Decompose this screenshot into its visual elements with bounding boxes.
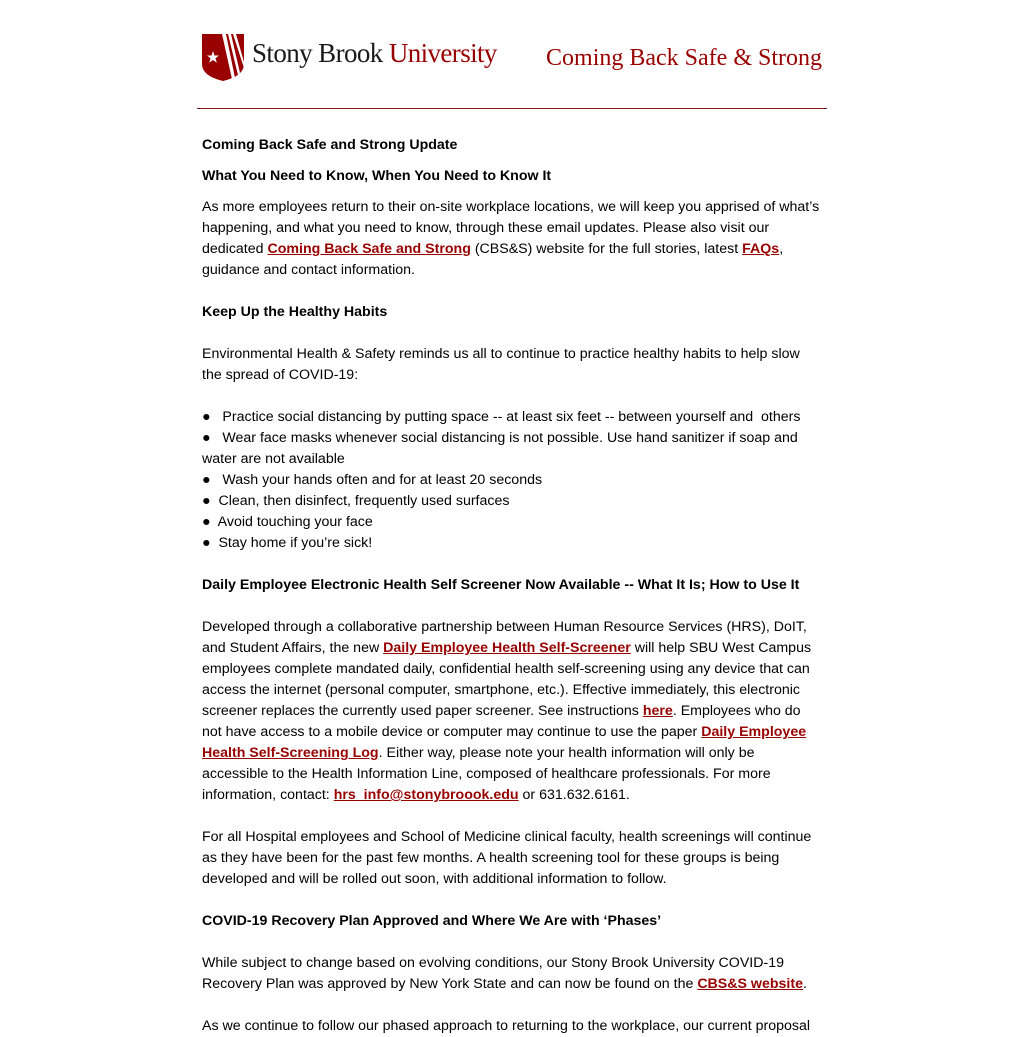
recovery-paragraph [202, 953, 822, 995]
screener-paragraph [202, 617, 822, 806]
campaign-title: Coming Back Safe & Strong [546, 45, 822, 71]
list-item: ● Wash your hands often and for at least 20 seconds [202, 472, 543, 488]
email-body [197, 0, 827, 1037]
habits-list [202, 407, 822, 554]
intro-text-3: , guidance and contact information. [202, 241, 784, 278]
phases-paragraph: As we continue to follow our phased approach to returning to the workplace, our current proposal [202, 1018, 811, 1034]
intro-paragraph [202, 197, 822, 281]
list-item: ● Wear face masks whenever social distancing is not possible. Use hand sanitizer if soap and water are not available [202, 430, 802, 467]
logo-name-part1: Stony Brook [252, 37, 383, 68]
cbss-website-link[interactable]: Coming Back Safe and Strong [267, 241, 471, 257]
recovery-text-2: . [802, 976, 807, 992]
self-screener-link[interactable]: Daily Employee Health Self-Screener [383, 640, 631, 656]
cbss-website-link-2[interactable]: CBS&S website [697, 976, 803, 992]
list-item: ● Practice social distancing by putting space -- at least six feet -- between yourself and others [202, 409, 801, 425]
faqs-link[interactable]: FAQs [742, 241, 780, 257]
screener-text-1: Developed through a collaborative partnership between Human Resource Services (HRS), DoIT, and Student Affairs, the new [202, 619, 807, 656]
email-header [197, 0, 827, 109]
logo-name-part2: University [388, 37, 497, 68]
screening-log-link[interactable]: Daily Employee Health Self-Screening Log [202, 724, 807, 761]
logo-wordmark [252, 37, 497, 68]
page-title: Coming Back Safe and Strong Update [202, 137, 458, 153]
list-item: ● Avoid touching your face [202, 514, 373, 530]
screener-text-2: will help SBU West Campus employees complete mandated daily, confidential health self-screening using any device that can access the internet (personal computer, smartphone, etc.). Effective immediately, this electronic screener replaces the currently used paper screener. See instructions [202, 640, 812, 719]
screener-text-5: or 631.632.6161. [518, 787, 630, 803]
screener-text-3: . Employees who do not have access to a mobile device or computer may continue to use the paper [202, 703, 801, 740]
shield-icon [202, 32, 244, 82]
habits-heading: Keep Up the Healthy Habits [202, 304, 388, 320]
habits-intro: Environmental Health & Safety reminds us all to continue to practice healthy habits to help slow the spread of COVID-19: [202, 346, 800, 383]
list-item: ● Stay home if you’re sick! [202, 535, 373, 551]
recovery-heading: COVID-19 Recovery Plan Approved and Where We Are with ‘Phases’ [202, 913, 662, 929]
intro-text-1: As more employees return to their on-site workplace locations, we will keep you apprised of what’s happening, and what you need to know, through these email updates. Please also visit our dedicated [202, 199, 820, 257]
subtitle: What You Need to Know, When You Need to Know It [202, 168, 552, 184]
recovery-text-1: While subject to change based on evolving conditions, our Stony Brook University COVID-19 Recovery Plan was approved by New York State and can now be found on the [202, 955, 784, 992]
email-content [197, 109, 827, 1037]
intro-text-2: (CBS&S) website for the full stories, latest [470, 241, 743, 257]
university-logo[interactable] [202, 32, 497, 82]
screener-text-4: . Either way, please note your health information will only be accessible to the Health Information Line, composed of healthcare professionals. For more information, contact: [202, 745, 771, 803]
list-item: ● Clean, then disinfect, frequently used surfaces [202, 493, 510, 509]
screener-heading: Daily Employee Electronic Health Self Screener Now Available -- What It Is; How to Use It [202, 577, 800, 593]
hospital-paragraph: For all Hospital employees and School of Medicine clinical faculty, health screenings will continue as they have been for the past few months. A health screening tool for these groups is being developed and will be rolled out soon, with additional information to follow. [202, 829, 812, 887]
hrs-email-link[interactable]: hrs_info@stonybroook.edu [333, 787, 519, 803]
instructions-here-link[interactable]: here [642, 703, 673, 719]
